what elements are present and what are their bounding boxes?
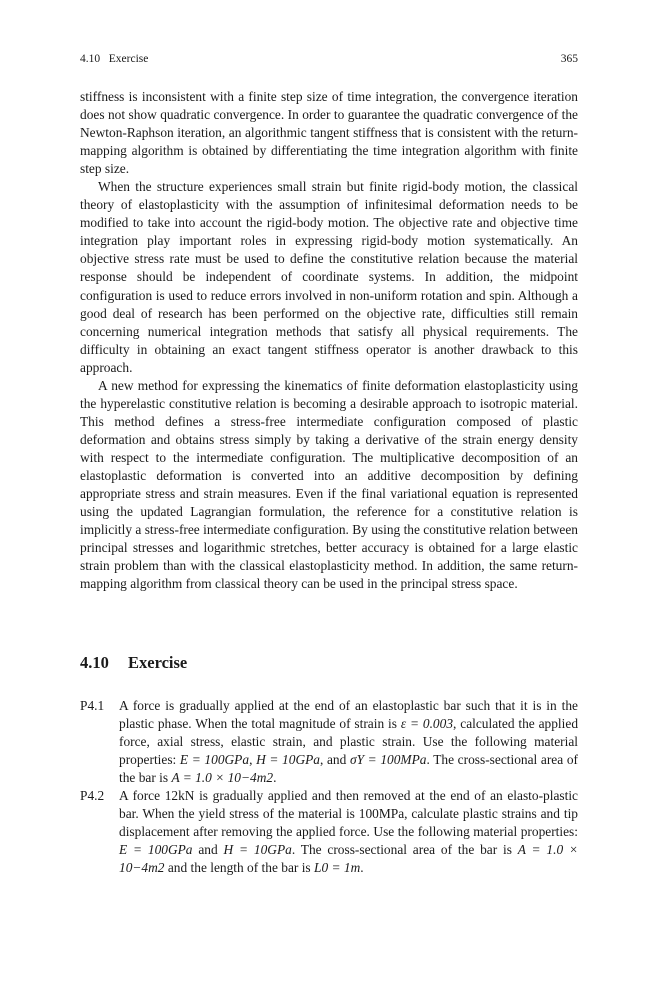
body-text bbox=[80, 88, 578, 593]
exercise-text: , calculated the applied force, axial stress, elastic strain, and plastic strain. Use the following material properties: bbox=[119, 716, 579, 768]
exercise-text: . bbox=[273, 770, 277, 786]
exercise-text: and bbox=[192, 842, 224, 858]
math-area: A = 1.0 × 10−4m2 bbox=[171, 770, 274, 786]
paragraph-1: stiffness is inconsistent with a finite step size of time integration, the convergence iteration does not show quadratic convergence. In order to guarantee the quadratic convergence of the Newton-Raphson iteration, an algorithmic tangent stiffness that is consistent with the return-mapping algorithm is obtained by differentiating the time integration algorithm with finite step size. bbox=[80, 89, 578, 177]
page-number: 365 bbox=[560, 53, 578, 65]
exercise-label: P4.1 bbox=[80, 698, 105, 713]
exercise-text: A force 12kN is gradually applied and then removed at the end of an elasto-plastic bar. When the yield stress of the material is 100MPa, calculate plastic strains and tip displacement after removing the applied force. Use the following material properties: bbox=[119, 788, 578, 840]
math-hardening-modulus: H = 10GPa bbox=[223, 842, 292, 858]
exercise-item bbox=[80, 787, 578, 877]
exercise-text: and the length of the bar is bbox=[164, 860, 314, 876]
exercise-list bbox=[80, 697, 578, 877]
paragraph-3: A new method for expressing the kinematics of finite deformation elastoplasticity using the hyperelastic constitutive relation is becoming a desirable approach to isotropic material. This method defines a stress-free intermediate configuration composed of plastic deformation and obtains stress simply by taking a derivative of the strain energy density with respect to the intermediate configuration. The multiplicative decomposition of an elastoplastic deformation is converted into an additive decomposition by defining appropriate stress and strain measures. Even if the final variational equation is represented using the updated Lagrangian formulation, the reference for a constitutive relation is implicitly a stress-free intermediate configuration. By using the constitutive relation between principal stresses and logarithmic stretches, better accuracy is obtained for a large elastic strain problem than with the classical elastoplasticity method. In addition, the same return-mapping algorithm from classical theory can be used in the principal stress space. bbox=[80, 377, 578, 592]
section-number: 4.10 bbox=[80, 653, 109, 672]
exercise-text: . bbox=[360, 860, 364, 876]
section-heading bbox=[80, 653, 187, 673]
exercise-text: . The cross-sectional area of the bar is bbox=[291, 842, 518, 858]
exercise-item: P4.1 A force is gradually applied at the end of an elastoplastic bar such that it is in the plastic phase. When the total magnitude of strain is ε = 0.003, calculated the applied force, axial stress, elastic strain, and plastic strain. Use the following material properties: E = 100GPa, H = 10GPa, and σY = 100MPa. The cross-sectional area of the bar is A = 1.0 × 10−4m2. bbox=[80, 698, 579, 786]
exercise-text: , and bbox=[320, 752, 350, 768]
exercise-label: P4.2 bbox=[80, 788, 105, 804]
math-youngs-modulus: E = 100GPa bbox=[179, 752, 250, 768]
math-length: L0 = 1m bbox=[314, 860, 361, 876]
math-yield-stress: σY = 100MPa bbox=[349, 752, 427, 768]
math-hardening-modulus: H = 10GPa bbox=[256, 752, 320, 768]
math-area: A = 1.0 × 10−4m2 bbox=[119, 842, 579, 876]
math-strain: ε = 0.003 bbox=[400, 716, 454, 732]
running-head-section: 4.10 Exercise bbox=[80, 53, 149, 65]
paragraph-2: When the structure experiences small strain but finite rigid-body motion, the classical theory of elastoplasticity with the assumption of infinitesimal deformation needs to be modified to take into account the rigid-body motion. The objective rate and objective time integration play important roles in expressing rigid-body motion systematically. An objective stress rate must be used to define the constitutive relation because the material response should be independent of coordinate systems. In addition, the midpoint configuration is used to reduce errors involved in non-uniform rotation and spin. Although a good deal of research has been performed on the objective rate, difficulties still remain concerning numerical integration methods that satisfy all physical requirements. The difficulty in obtaining an exact tangent stiffness operator is another drawback to this approach. bbox=[80, 179, 578, 375]
exercise-text: A force is gradually applied at the end of an elastoplastic bar such that it is in the plastic phase. When the total magnitude of strain is bbox=[119, 698, 578, 732]
exercise-text: . The cross-sectional area of the bar is bbox=[119, 752, 578, 786]
math-youngs-modulus: E = 100GPa bbox=[119, 842, 193, 858]
section-title: Exercise bbox=[128, 653, 188, 672]
